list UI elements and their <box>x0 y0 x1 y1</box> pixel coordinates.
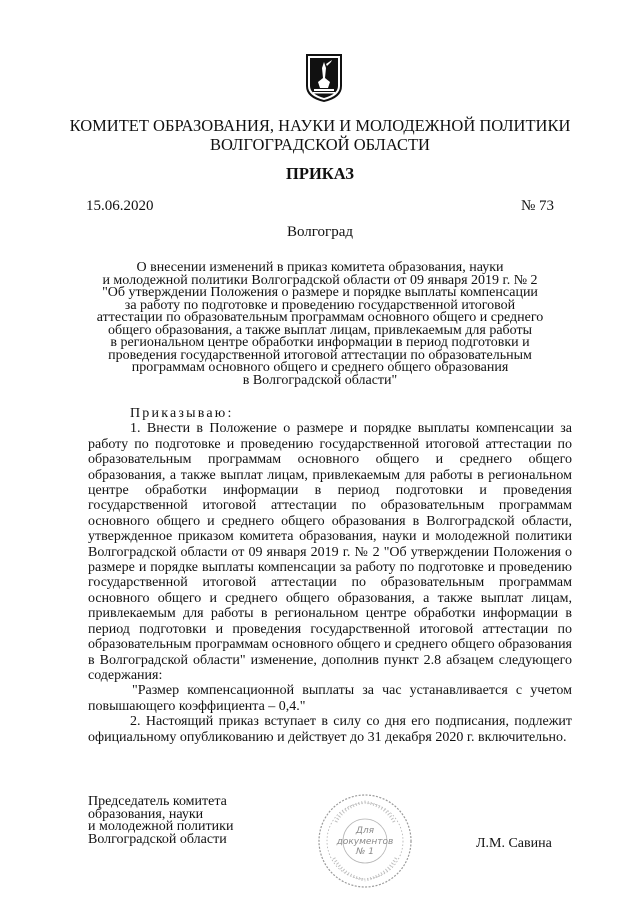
subject-line: за работу по подготовке и проведению государственной итоговой <box>124 297 516 313</box>
stamp-line: документов <box>336 836 394 847</box>
subject-line: и молодежной политики Волгоградской области от 09 января 2019 г. № 2 <box>102 272 538 288</box>
stamp-line: Для <box>355 826 375 836</box>
subject-line: в региональном центре обработки информации в период подготовки и <box>110 335 530 350</box>
subject-line: программам основного общего и среднего общего образования <box>131 360 509 375</box>
order-quote: "Размер компенсационной выплаты за час устанавливается с учетом повышающего коэффициента – 0,4." <box>88 683 572 714</box>
order-item-1: 1. Внести в Положение о размере и порядке выплаты компенсации за работу по подготовке и проведению государственной итоговой аттестации по образовательным программам основного общего и среднего общего образования, а также выплат лицам, привлекаемым для работы в региональном центре обработки информации в период подготовки и проведения государственной итоговой аттестации по образовательным программам основного общего и среднего общего образования в Волгоградской области, утвержденное приказом комитета образования, науки и молодежной политики Волгоградской области от 09 января 2019 г. № 2 "Об утверждении Положения о размере и порядке выплаты компенсации за работу по подготовке и проведению государственной итоговой аттестации по образовательным программам основного общего и среднего общего образования, а также выплат лицам, привлекаемым для работы в региональном центре обработки информации в период подготовки и проведения государственной итоговой аттестации по образовательным программам основного общего и среднего общего образования в Волгоградской области" изменение, дополнив пункт 2.8 абзацем следующего содержания: <box>88 421 572 683</box>
signatory-position <box>88 796 233 846</box>
document-date: 15.06.2020 <box>86 198 154 214</box>
coat-of-arms-icon <box>304 52 344 104</box>
subject-line: проведения государственной итоговой аттестации по образовательным <box>108 347 532 363</box>
document-subject <box>82 262 558 387</box>
position-line: образования, науки <box>88 806 204 822</box>
subject-line: "Об утверждении Положения о размере и порядке выплаты компенсации <box>102 285 538 300</box>
order-item-2: 2. Настоящий приказ вступает в силу со дня его подписания, подлежит официальному опубликованию и действует до 31 декабря 2020 г. включительно. <box>88 714 572 745</box>
order-lead: Приказываю: <box>130 406 234 421</box>
subject-line: О внесении изменений в приказ комитета образования, науки <box>136 260 504 275</box>
committee-line-2: ВОЛГОГРАДСКОЙ ОБЛАСТИ <box>210 135 430 154</box>
document-city: Волгоград <box>286 224 353 240</box>
document-body <box>88 406 572 745</box>
document-number: № 73 <box>520 198 554 214</box>
subject-line: в Волгоградской области" <box>242 372 398 388</box>
position-line: Волгоградской области <box>88 831 227 847</box>
stamp-text <box>316 826 414 858</box>
subject-line: аттестации по образовательным программам основного общего и среднего <box>96 310 544 325</box>
document-type: ПРИКАЗ <box>286 164 354 183</box>
signatory-name: Л.М. Савина <box>476 836 552 851</box>
committee-line-1: КОМИТЕТ ОБРАЗОВАНИЯ, НАУКИ И МОЛОДЕЖНОЙ ПОЛИТИКИ <box>69 116 571 135</box>
stamp-line: № 1 <box>356 847 374 857</box>
position-line: и молодежной политики <box>88 819 234 834</box>
subject-line: общего образования, а также выплат лицам, привлекаемым для работы <box>107 322 533 338</box>
committee-name <box>0 116 640 154</box>
position-line: Председатель комитета <box>88 794 227 809</box>
